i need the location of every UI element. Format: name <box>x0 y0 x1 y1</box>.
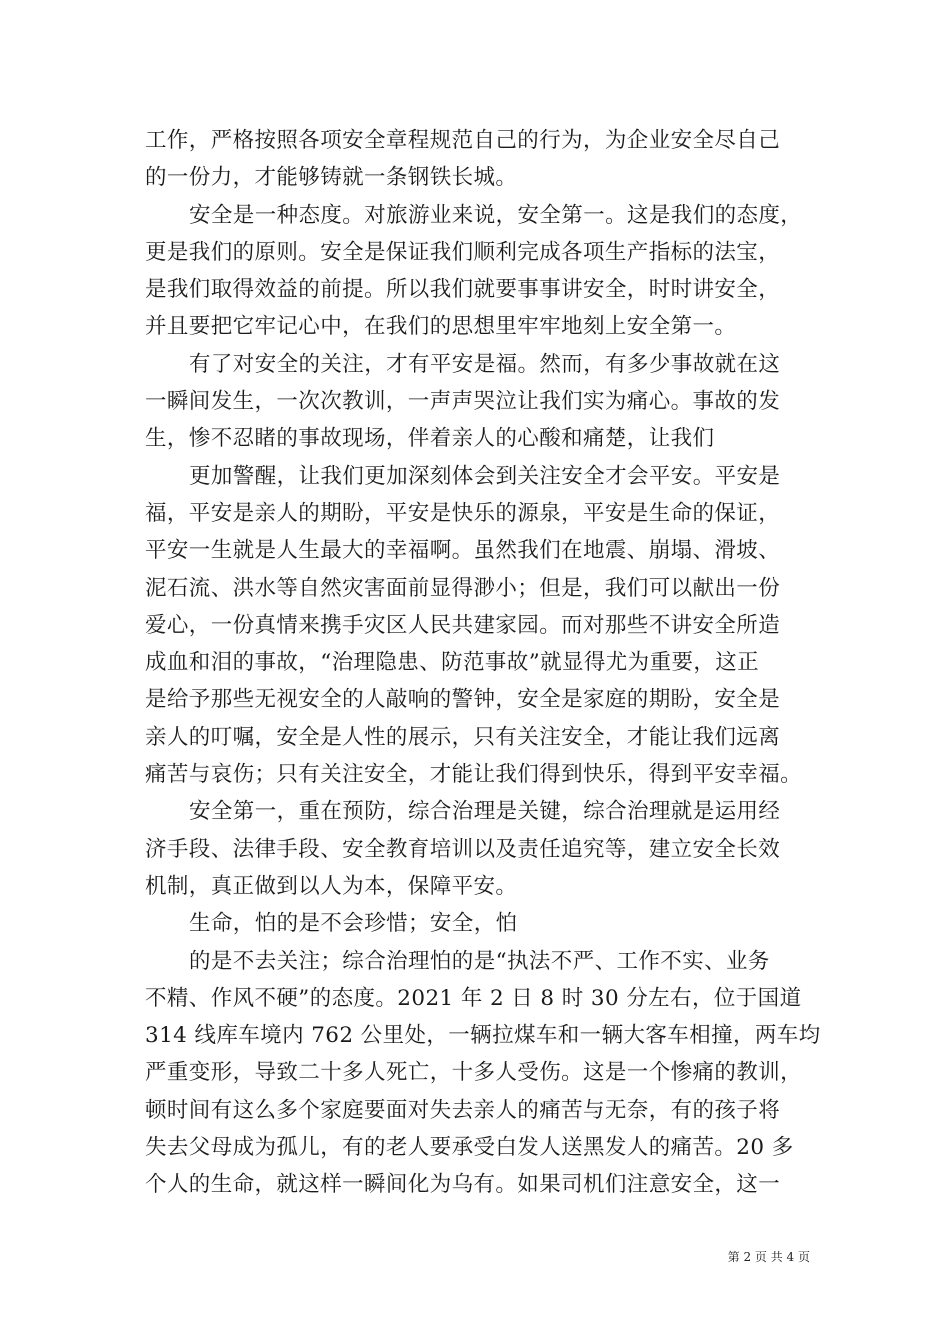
text-line: 失去父母成为孤儿，有的老人要承受白发人送黑发人的痛苦。20 多 <box>145 1135 794 1161</box>
text-line: 有了对安全的关注，才有平安是福。然而，有多少事故就在这 <box>189 351 781 377</box>
text-line: 安全是一种态度。对旅游业来说，安全第一。这是我们的态度， <box>189 202 803 228</box>
text-line: 顿时间有这么多个家庭要面对失去亲人的痛苦与无奈，有的孩子将 <box>145 1097 781 1123</box>
text-line: 一瞬间发生，一次次教训，一声声哭泣让我们实为痛心。事故的发 <box>145 389 781 415</box>
text-line: 不精、作风不硬”的态度。2021 年 2 日 8 时 30 分左右，位于国道 <box>145 985 802 1011</box>
text-line: 爱心，一份真情来携手灾区人民共建家园。而对那些不讲安全所造 <box>145 612 781 638</box>
text-line: 严重变形，导致二十多人死亡，十多人受伤。这是一个惨痛的教训， <box>145 1060 803 1086</box>
text-line: 个人的生命，就这样一瞬间化为乌有。如果司机们注意安全，这一 <box>145 1172 781 1198</box>
text-line: 痛苦与哀伤；只有关注安全，才能让我们得到快乐，得到平安幸福。 <box>145 762 803 788</box>
text-line: 济手段、法律手段、安全教育培训以及责任追究等，建立安全长效 <box>145 836 781 862</box>
document-body <box>145 122 821 1204</box>
text-line: 机制，真正做到以人为本，保障平安。 <box>145 873 518 899</box>
text-line: 福，平安是亲人的期盼，平安是快乐的源泉，平安是生命的保证， <box>145 500 781 526</box>
text-line: 的是不去关注；综合治理怕的是“执法不严、工作不实、业务 <box>189 948 770 974</box>
text-line: 安全第一，重在预防，综合治理是关键，综合治理就是运用经 <box>189 799 781 825</box>
text-line: 更加警醒，让我们更加深刻体会到关注安全才会平安。平安是 <box>189 463 781 489</box>
page-number-footer: 第 2 页 共 4 页 <box>727 1250 810 1264</box>
text-line: 生，惨不忍睹的事故现场，伴着亲人的心酸和痛楚，让我们 <box>145 426 715 452</box>
text-line: 的一份力，才能够铸就一条钢铁长城。 <box>145 165 518 191</box>
text-line: 亲人的叮嘱，安全是人性的展示，只有关注安全，才能让我们远离 <box>145 724 781 750</box>
text-line: 成血和泪的事故，“治理隐患、防范事故”就显得尤为重要，这正 <box>145 650 760 676</box>
text-line: 平安一生就是人生最大的幸福啊。虽然我们在地震、崩塌、滑坡、 <box>145 538 781 564</box>
text-line: 是给予那些无视安全的人敲响的警钟，安全是家庭的期盼，安全是 <box>145 687 781 713</box>
text-line: 泥石流、洪水等自然灾害面前显得渺小；但是，我们可以献出一份 <box>145 575 781 601</box>
text-line: 工作，严格按照各项安全章程规范自己的行为，为企业安全尽自己 <box>145 128 781 153</box>
text-line: 生命，怕的是不会珍惜；安全，怕 <box>189 911 518 937</box>
text-line: 是我们取得效益的前提。所以我们就要事事讲安全，时时讲安全， <box>145 277 781 303</box>
text-line: 并且要把它牢记心中，在我们的思想里牢牢地刻上安全第一。 <box>145 314 737 340</box>
text-line: 更是我们的原则。安全是保证我们顺利完成各项生产指标的法宝， <box>145 239 781 265</box>
text-line: 314 线库车境内 762 公里处，一辆拉煤车和一辆大客车相撞，两车均 <box>145 1023 821 1049</box>
